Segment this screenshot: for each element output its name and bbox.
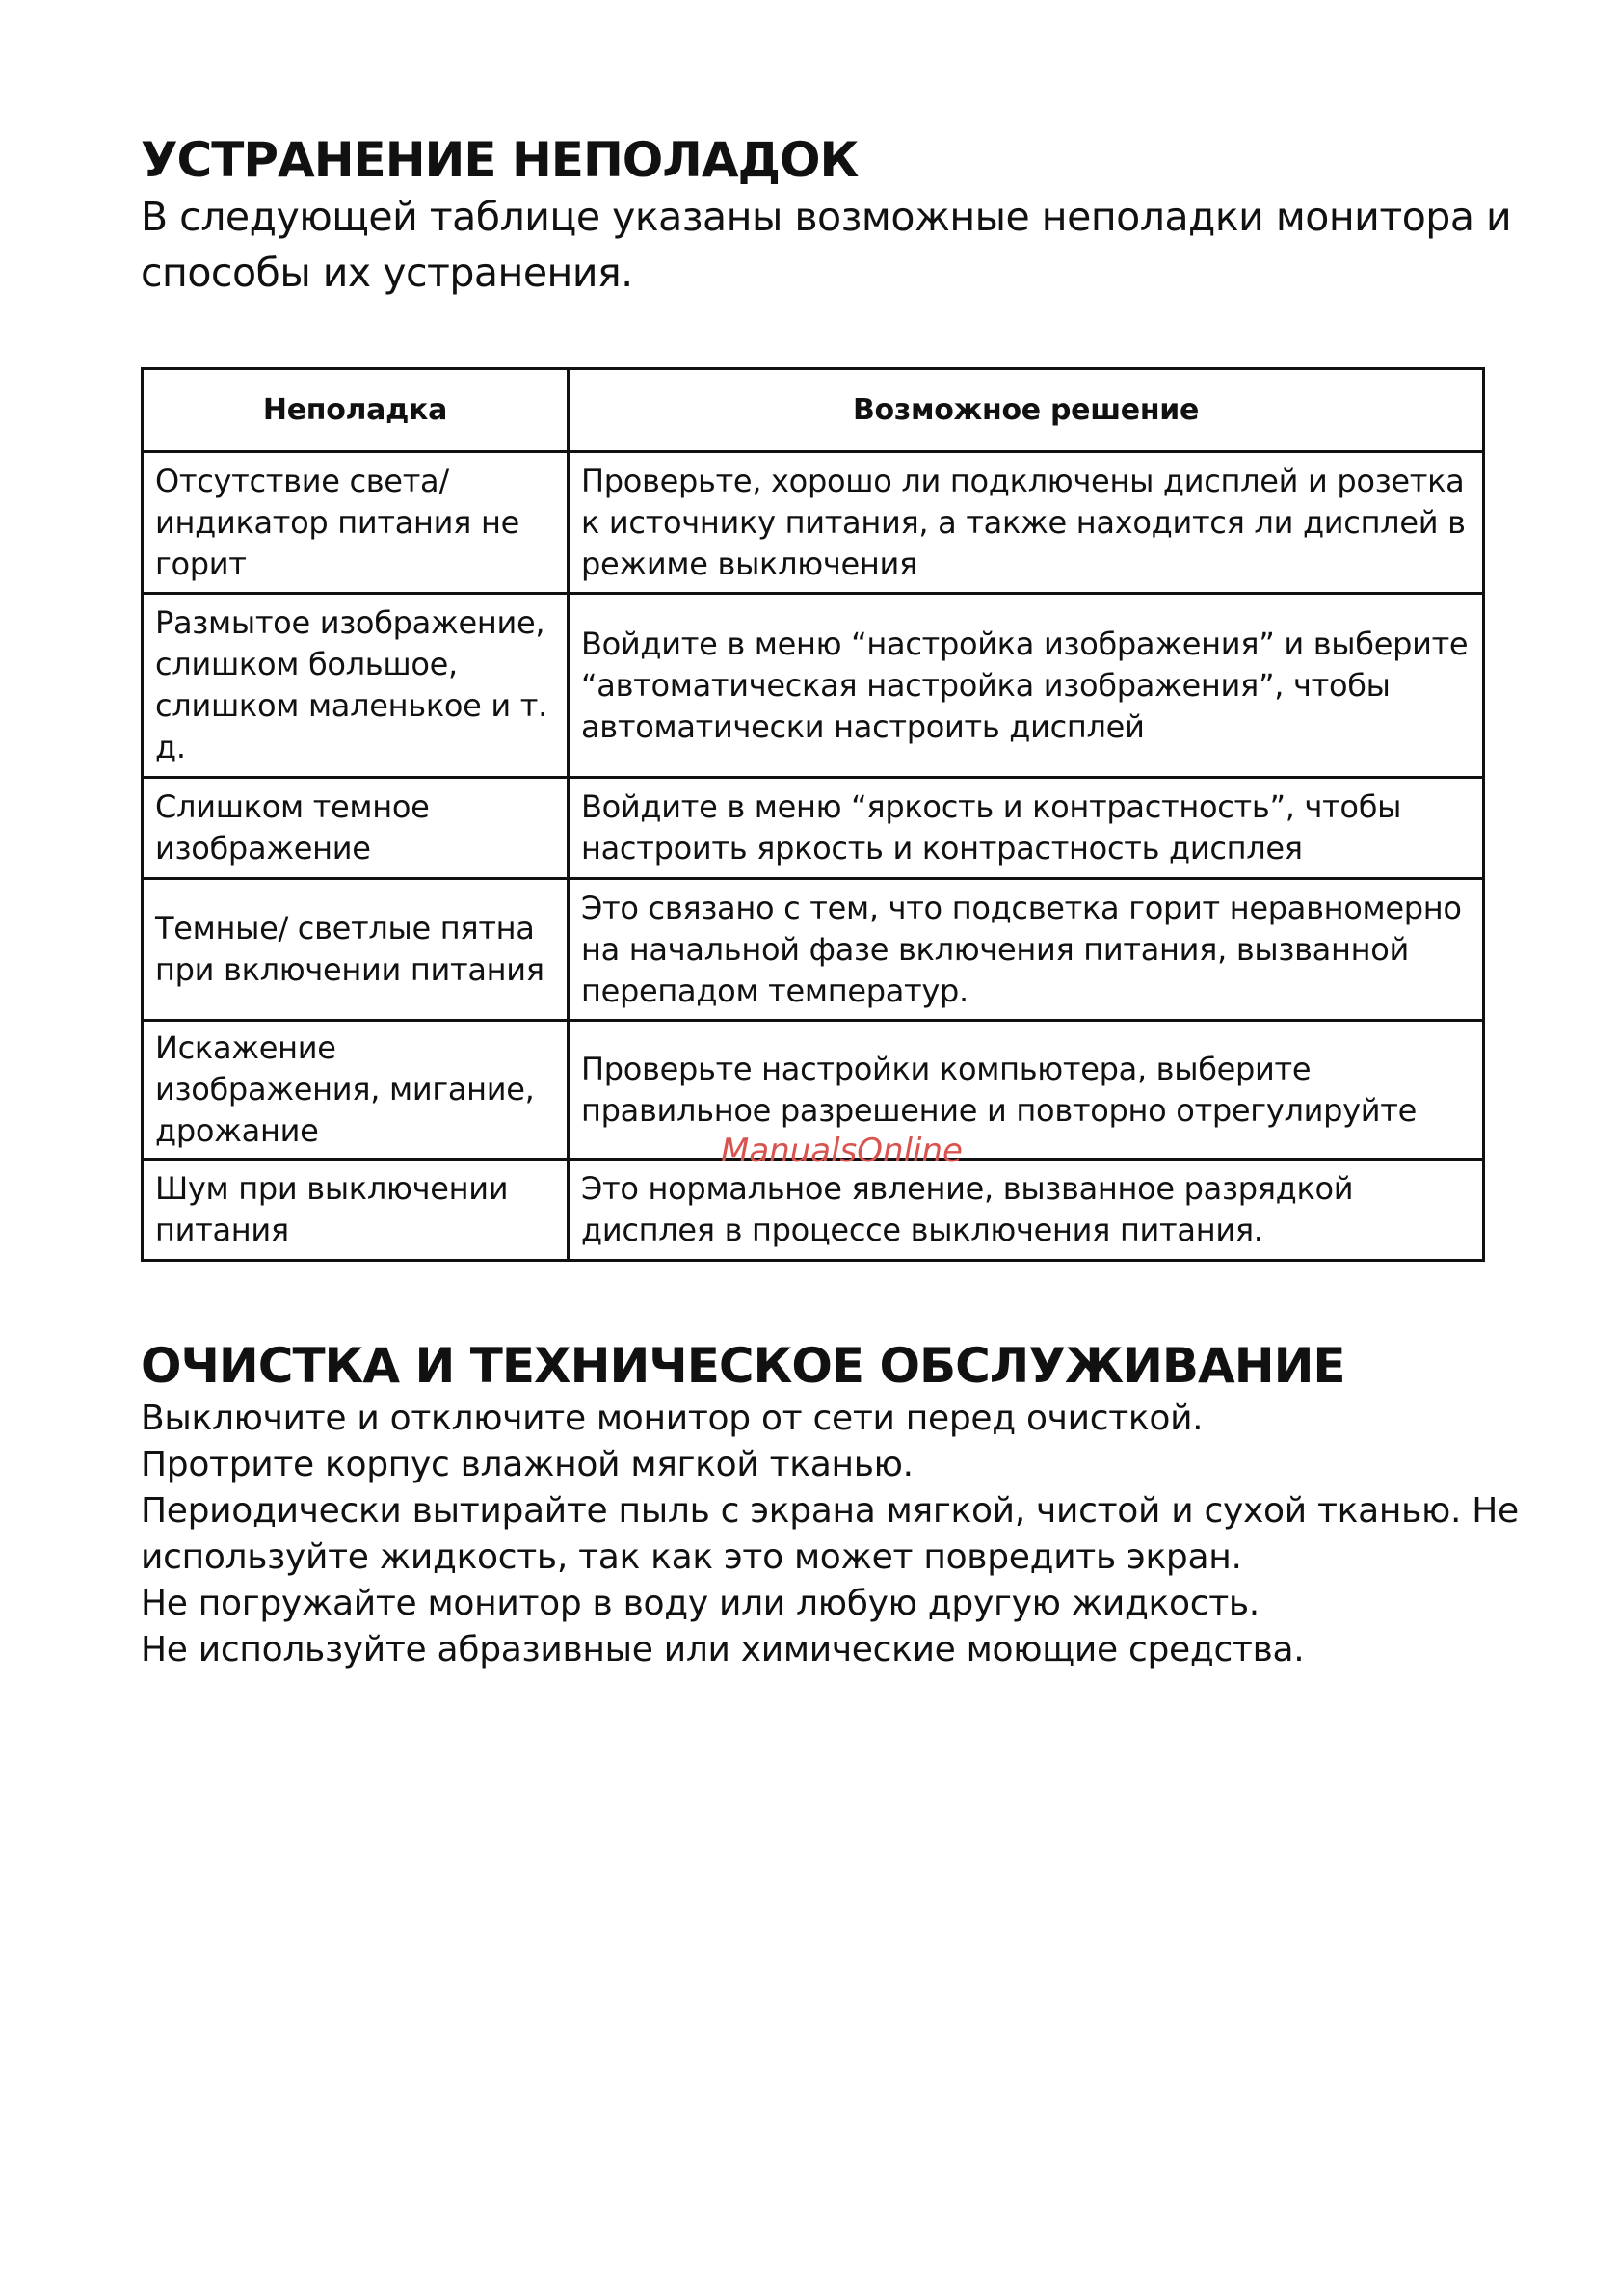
table-row [143,778,1484,879]
cleaning-line: Не погружайте монитор в воду или любую другую жидкость. [141,1584,1260,1623]
cleaning-line: Протрите корпус влажной мягкой тканью. [141,1445,914,1484]
solution-cell: Проверьте настройки компьютера, выберите правильное разрешение и повторно отрегулируйте [569,1021,1484,1160]
table-row [143,452,1484,594]
cleaning-line: Выключите и отключите монитор от сети перед очисткой. [141,1399,1204,1438]
solution-cell: Войдите в меню “настройка изображения” и выберите “автоматическая настройка изображения”, чтобы автоматически настроить дисплей [569,594,1484,778]
troubleshooting-intro: В следующей таблице указаны возможные неполадки монитора и способы их устранения. [141,194,1512,296]
cleaning-line: Не используйте абразивные или химические моющие средства. [141,1630,1305,1669]
problem-cell: Искажение изображения, мигание, дрожание [143,1021,569,1160]
table-row [143,594,1484,778]
problem-cell: Темные/ светлые пятна при включении питания [143,879,569,1021]
troubleshooting-table [141,367,1485,1262]
troubleshooting-title: УСТРАНЕНИЕ НЕПОЛАДОК [141,132,859,188]
cleaning-line: Периодически вытирайте пыль с экрана мягкой, чистой и сухой тканью. Не используйте жидкость, так как это может повредить экран. [141,1491,1519,1577]
cleaning-instructions [141,1396,1528,1673]
solution-cell: Проверьте, хорошо ли подключены дисплей и розетка к источнику питания, а также находится ли дисплей в режиме выключения [569,452,1484,594]
cleaning-title: ОЧИСТКА И ТЕХНИЧЕСКОЕ ОБСЛУЖИВАНИЕ [141,1338,1345,1394]
watermark: ManualsOnline [721,1132,963,1170]
header-problem: Неполадка [143,369,569,452]
solution-cell: Это нормальное явление, вызванное разрядкой дисплея в процессе выключения питания. [569,1160,1484,1261]
table-header-row [143,369,1484,452]
problem-cell: Шум при выключении питания [143,1160,569,1261]
problem-cell: Размытое изображение, слишком большое, слишком маленькое и т. д. [143,594,569,778]
problem-cell: Слишком темное изображение [143,778,569,879]
header-solution: Возможное решение [569,369,1484,452]
problem-cell: Отсутствие света/ индикатор питания не горит [143,452,569,594]
table-row [143,879,1484,1021]
table-row [143,1160,1484,1261]
solution-cell: Войдите в меню “яркость и контрастность”, чтобы настроить яркость и контрастность дисплея [569,778,1484,879]
solution-cell: Это связано с тем, что подсветка горит неравномерно на начальной фазе включения питания, вызванной перепадом температур. [569,879,1484,1021]
